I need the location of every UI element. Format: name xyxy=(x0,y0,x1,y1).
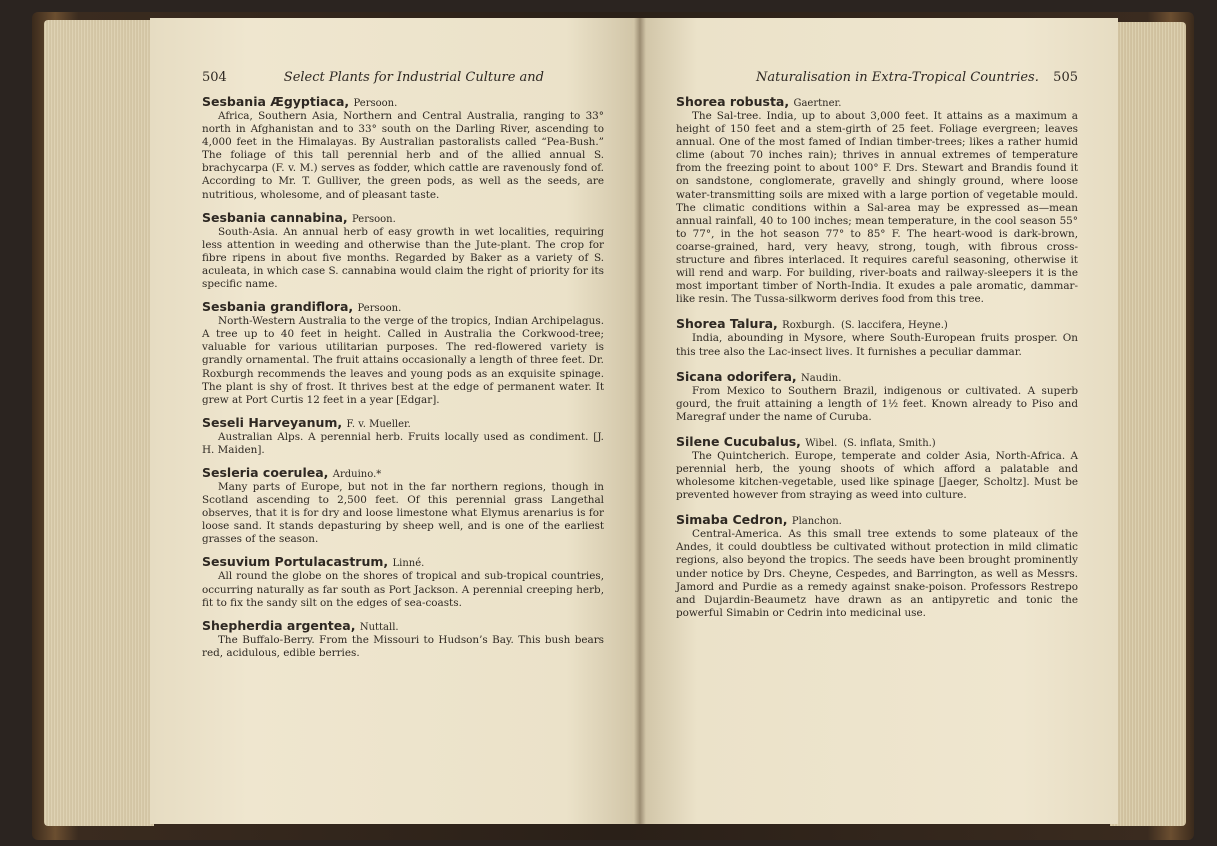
entry-heading xyxy=(202,94,604,109)
entry xyxy=(202,618,604,660)
entry-text: Australian Alps. A perennial herb. Fruits locally used as condiment. [J. H. Maiden]. xyxy=(202,430,604,456)
entry-text: The Quintcherich. Europe, temperate and colder Asia, North-Africa. A perennial herb, the young shoots of which afford a palatable and wholesome kitchen-vegetable, used like spinage [Jaeger, Scholtz]. Must be prevented however from straying as weed into culture. xyxy=(676,449,1078,502)
entry-text: Central-America. As this small tree extends to some plateaux of the Andes, it could doubtless be cultivated without protection in mild climatic regions, also beyond the tropics. The seeds have been brought prominently under notice by Drs. Cheyne, Cespedes, and Barrington, as well as Messrs. Jamord and Purdie as a remedy against snake-poison. Professors Restrepo and Dujardin-Beaumetz have drawn as an antipyretic and tonic the powerful Simabin or Cedrin into medicinal use. xyxy=(676,528,1078,619)
synonym: (S. inflata, Smith.) xyxy=(843,437,936,449)
entry-heading xyxy=(202,618,604,633)
entry-heading xyxy=(676,512,1078,527)
entry-heading xyxy=(676,434,1078,449)
left-page-edges xyxy=(44,20,154,826)
running-title: Naturalisation in Extra-Tropical Countries. xyxy=(756,70,1039,85)
entry-heading xyxy=(202,415,604,430)
entry xyxy=(202,415,604,457)
species-name: Sicana odorifera, xyxy=(676,368,797,384)
entry-text: All round the globe on the shores of tropical and sub-tropical countries, occurring naturally as far south as Port Jackson. A perennial creeping herb, fit to fix the sandy silt on the edges of sea-coasts. xyxy=(202,570,604,609)
entry xyxy=(202,94,604,202)
entry-heading xyxy=(202,465,604,480)
entry-heading xyxy=(202,210,604,225)
entry xyxy=(202,554,604,609)
entry-text: South-Asia. An annual herb of easy growth in wet localities, requiring less attention in weeding and otherwise than the Jute-plant. The crop for fibre ripens in about five months. Regarded by Baker as a variety of S. aculeata, in which case S. cannabina would claim the right of priority for its specific name. xyxy=(202,225,604,291)
authority: Arduino.* xyxy=(332,468,382,480)
species-name: Silene Cucubalus, xyxy=(676,433,801,449)
page-number: 504 xyxy=(202,70,227,85)
authority: Linné. xyxy=(392,558,425,570)
left-running-head xyxy=(202,70,604,85)
entry xyxy=(676,94,1078,306)
page-number: 505 xyxy=(1053,70,1078,85)
entry-heading xyxy=(676,94,1078,109)
entry-text: Africa, Southern Asia, Northern and Central Australia, ranging to 33° north in Afghanistan and to 33° south on the Darling River, ascending to 4,000 feet in the Himalayas. By Australian pastoralists called “Pea-Bush.” The foliage of this tall perennial herb and of the allied annual S. brachycarpa (F. v. M.) serves as fodder, which cattle are ravenously fond of. According to Mr. T. Gulliver, the green pods, as well as the seeds, are nutritious, wholesome, and of pleasant taste. xyxy=(202,110,604,201)
species-name: Simaba Cedron, xyxy=(676,512,788,528)
book-gutter xyxy=(634,18,646,824)
species-name: Sesuvium Portulacastrum, xyxy=(202,554,389,570)
entry-text: The Sal-tree. India, up to about 3,000 feet. It attains as a maximum a height of 150 feet and a stem-girth of 25 feet. Foliage evergreen; leaves annual. One of the most famed of Indian timber-trees; likes a rather humid clime (about 70 inches rain); thrives in annual extremes of temperature from the freezing point to about 100° F. Drs. Stewart and Brandis found it on sandstone, conglomerate, gravelly and shingly ground, where loose water-transmitting soils are mixed with a large portion of vegetable mould. The climatic conditions within a Sal-area may be expressed as—mean annual rainfall, 40 to 100 inches; mean temperature, in the cool season 55° to 77°, in the hot season 77° to 85° F. The heart-wood is dark-brown, coarse-grained, hard, very heavy, strong, tough, with fibrous cross-structure and fibres interlaced. It requires careful seasoning, otherwise it will rend and warp. For building, river-boats and railway-sleepers it is the most important timber of North-India. It exudes a pale aromatic, dammar-like resin. The Tussa-silkworm derives food from this tree. xyxy=(676,110,1078,306)
entry xyxy=(202,210,604,291)
left-page xyxy=(150,18,640,824)
entry xyxy=(202,465,604,546)
species-name: Shorea robusta, xyxy=(676,94,790,109)
authority: Persoon. xyxy=(352,213,396,225)
entry xyxy=(676,512,1078,620)
species-name: Sesbania cannabina, xyxy=(202,209,348,225)
species-name: Shorea Talura, xyxy=(676,316,778,332)
right-running-head xyxy=(676,70,1078,85)
entry xyxy=(676,369,1078,424)
authority: F. v. Mueller. xyxy=(346,418,411,430)
entry xyxy=(676,434,1078,502)
species-name: Sesbania Ægyptiaca, xyxy=(202,94,350,109)
synonym: (S. laccifera, Heyne.) xyxy=(841,320,948,332)
entry-heading xyxy=(676,369,1078,384)
right-page-edges xyxy=(1110,22,1186,826)
entry-heading xyxy=(202,554,604,569)
species-name: Seseli Harveyanum, xyxy=(202,414,343,430)
running-title: Select Plants for Industrial Culture and xyxy=(283,70,544,85)
authority: Persoon. xyxy=(353,98,398,109)
entry-text: The Buffalo-Berry. From the Missouri to Hudson’s Bay. This bush bears red, acidulous, edible berries. xyxy=(202,633,604,659)
species-name: Sesbania grandiflora, xyxy=(202,299,354,315)
authority: Persoon. xyxy=(357,303,402,315)
species-name: Shepherdia argentea, xyxy=(202,617,356,633)
entry-text: India, abounding in Mysore, where South-European fruits prosper. On this tree also the Lac-insect lives. It furnishes a peculiar dammar. xyxy=(676,332,1078,358)
species-name: Sesleria coerulea, xyxy=(202,464,329,480)
entry xyxy=(676,316,1078,358)
authority: Roxburgh. xyxy=(782,320,836,332)
entry-heading xyxy=(676,316,1078,331)
right-page xyxy=(640,18,1118,824)
entry-text: Many parts of Europe, but not in the far northern regions, though in Scotland ascending to 2,500 feet. Of this perennial grass Langethal observes, that it is for dry and loose limestone what Elymus arenarius is for loose sand. It stands depasturing by sheep well, and is one of the earliest grasses of the season. xyxy=(202,480,604,546)
authority: Nuttall. xyxy=(359,621,399,633)
authority: Gaertner. xyxy=(793,98,842,109)
authority: Wibel. xyxy=(805,437,838,449)
authority: Planchon. xyxy=(791,516,842,528)
entry-heading xyxy=(202,299,604,314)
entry-text: North-Western Australia to the verge of the tropics, Indian Archipelagus. A tree up to 40 feet in height. Called in Australia the Corkwood-tree; valuable for various utilitarian purposes. The red-flowered variety is grandly ornamental. The fruit attains occasionally a length of three feet. Dr. Roxburgh recommends the leaves and young pods as an exquisite spinage. The plant is shy of frost. It thrives best at the edge of permanent water. It grew at Port Curtis 12 feet in a year [Edgar]. xyxy=(202,315,604,406)
authority: Naudin. xyxy=(801,372,842,384)
entry-text: From Mexico to Southern Brazil, indigenous or cultivated. A superb gourd, the fruit attaining a length of 1½ feet. Known already to Piso and Maregraf under the name of Curuba. xyxy=(676,384,1078,423)
entry xyxy=(202,299,604,407)
